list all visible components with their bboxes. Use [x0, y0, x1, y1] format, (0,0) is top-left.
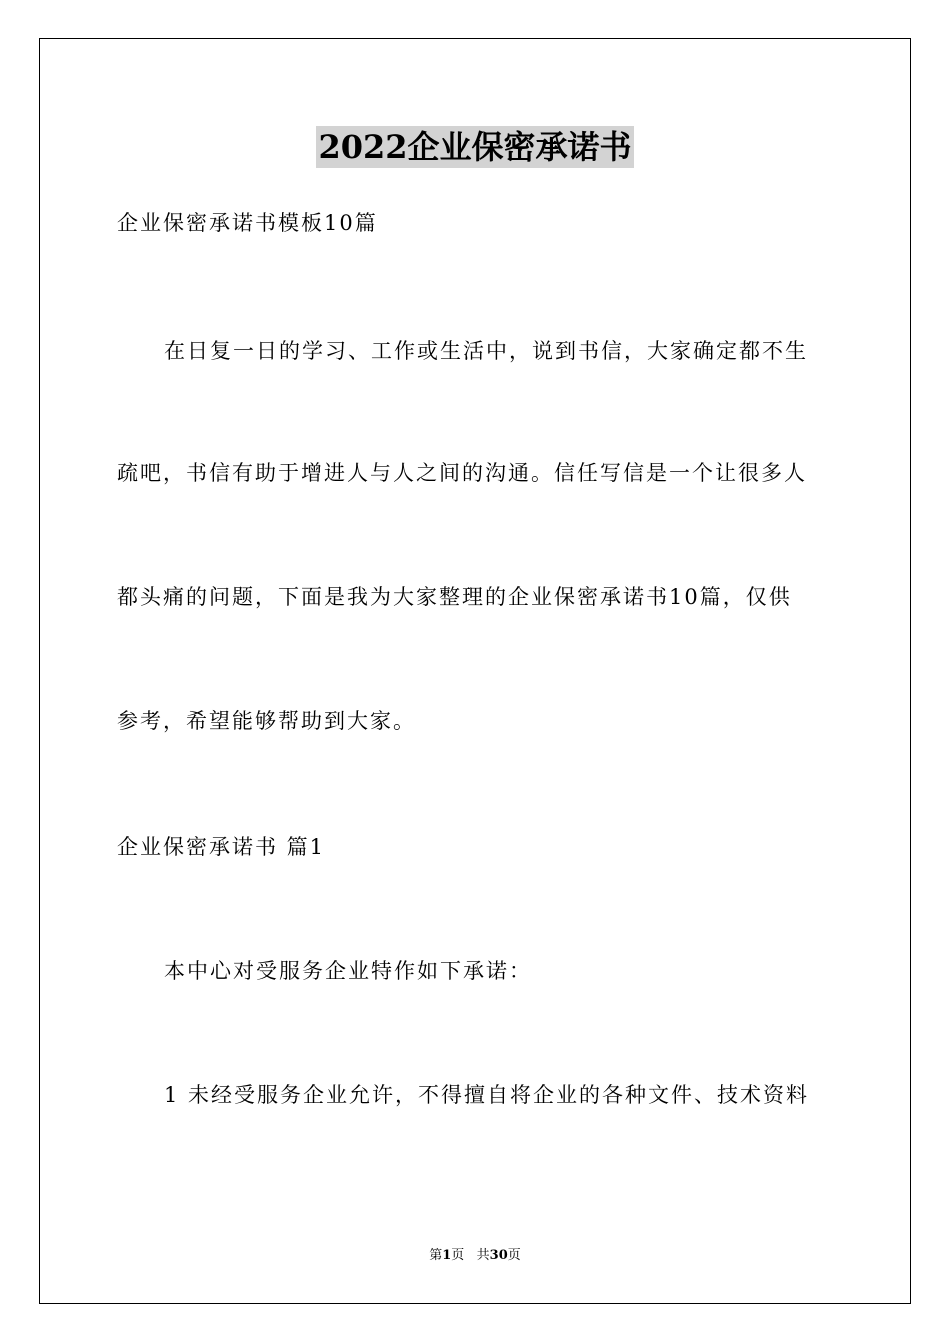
footer-total-pages: 30 — [489, 1248, 508, 1263]
footer-prefix: 第 — [429, 1248, 443, 1263]
footer-page-label: 页 共 — [451, 1248, 490, 1263]
page-footer — [0, 1246, 950, 1266]
intro-line-2: 疏吧，书信有助于增进人与人之间的沟通。信任写信是一个让很多人 — [117, 461, 807, 485]
title-container — [0, 126, 950, 168]
footer-page-number: 1 — [442, 1248, 452, 1263]
intro-line-1: 在日复一日的学习、工作或生活中，说到书信，大家确定都不生 — [164, 339, 808, 363]
body-line-1: 本中心对受服务企业特作如下承诺： — [164, 959, 532, 983]
section-heading: 企业保密承诺书 篇1 — [117, 835, 326, 859]
body-line-2: 1 未经受服务企业允许，不得擅自将企业的各种文件、技术资料 — [164, 1083, 810, 1107]
document-subtitle: 企业保密承诺书模板10篇 — [117, 211, 378, 235]
intro-line-4: 参考，希望能够帮助到大家。 — [117, 709, 416, 733]
document-title: 2022企业保密承诺书 — [318, 128, 632, 166]
footer-total-label: 页 — [507, 1248, 521, 1263]
intro-line-3: 都头痛的问题，下面是我为大家整理的企业保密承诺书10篇，仅供 — [117, 585, 792, 609]
